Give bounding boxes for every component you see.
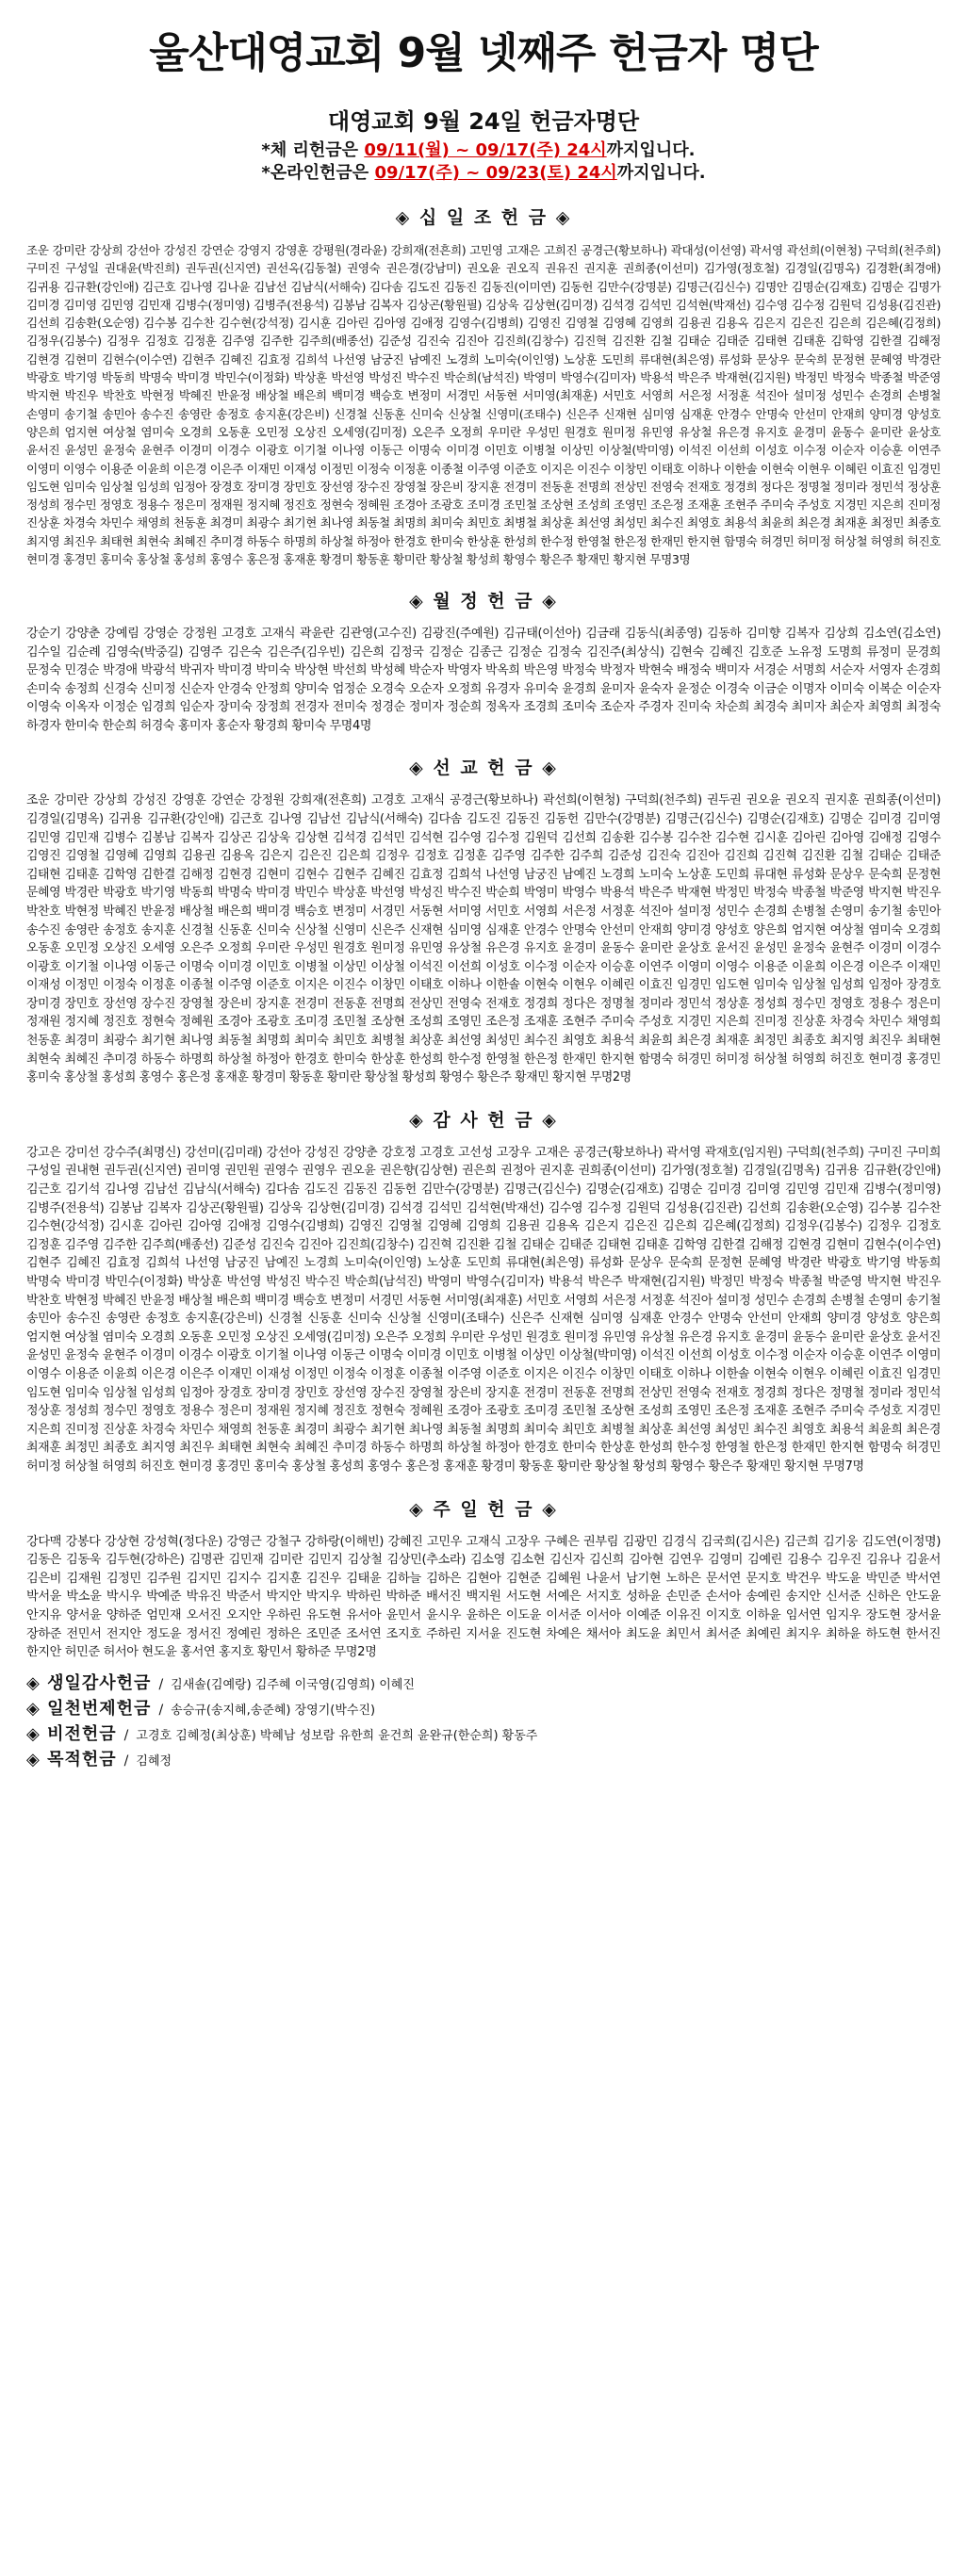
misc-label: ◈ 비전헌금 xyxy=(26,1723,117,1744)
section-heading: ◈ 감 사 헌 금 ◈ xyxy=(409,1109,558,1131)
subtitle: 대영교회 9월 24일 헌금자명단 xyxy=(327,108,640,135)
donor-list: 강순기 강양춘 강예림 강영순 강정원 고경호 고재식 곽윤란 김관영(고수진) 김광진(주예원) 김규태(이선아) 김금래 김동식(최종영) 김동하 김미향 김복자 김상희 김소연(김소연) 김수일 김순례 김영숙(박중길) 김영주 김은숙 김은주(김우빈) 김은희 김정국 김정순 김종근 김정순 김정숙 김진주(최상식) 김현숙 김혜진 김호준 노유정 도명희 류정미 문경희 문정숙 민경순 박경애 박광석 박귀자 박미경 박미숙 박상현 박선희 박성혜 박순자 박영자 박옥희 박은영 박정숙 박정자 박현숙 배정숙 백미자 서경순 서명희 서순자 서영자 손경희 손미숙 송정희 신경숙 신미정 신순자 안경숙 안정희 양미숙 엄정순 오경숙 오순자 오정희 유경자 유미숙 윤경희 윤미자 윤숙자 윤정순 이경숙 이금순 이명자 이미숙 이복순 이순자 이영숙 이옥자 이정순 임경희 임순자 장미숙 장정희 전경자 전미숙 정경순 정미자 정순희 정옥자 조경희 조미숙 조순자 주경자 진미숙 차순희 최경숙 최미자 최순자 최영희 최정숙 하경자 한미숙 한순희 허경숙 홍미자 홍순자 황경희 황미숙 무명4명 xyxy=(26,627,941,733)
misc-separator: / xyxy=(158,1676,164,1692)
section-heading: ◈ 주 일 헌 금 ◈ xyxy=(409,1498,558,1520)
misc-label: ◈ 일천번제헌금 xyxy=(26,1698,152,1719)
donor-list: 조운 강미란 강상희 강선아 강성진 강연순 강영지 강영훈 강평원(경라윤) 강희재(전흔희) 고민영 고재은 고희진 공경근(황보하나) 곽대성(이선영) 곽서영 곽선희(이현청) 구덕희(천주희) 구미진 구성일 권대윤(박진희) 권두권(신지연) 권선옥(김동철) 권영숙 권은경(강남미) 권오윤 권오직 권유진 권지훈 권희종(이선미) 김가영(정호철) 김경일(김명옥) 김경환(최경애) 김귀용 김규환(강인애) 김근호 김나영 김나윤 김남선 김남식(서해숙) 김다솜 김도진 김동진 김동진(이미연) 김동헌 김만수(강명분) 김명근(김신수) 김명안 김명순(김재호) 김명순 김명가 김미경 김미영 김민영 김민재 김병수(정미영) 김병주(전용석) 김봉남 김복자 김상곤(황원필) 김상욱 김상현(김미경) 김석경 김석민 김석현(박재선) 김수영 김수정 김원덕 김성용(김진관) 김선희 김송환(오순영) 김수봉 김수찬 김수현(강석정) 김시훈 김아린 김아영 김애정 김영수(김병희) 김영진 김영철 김영혜 김영희 김용권 김용옥 김은지 김은진 김은희 김은혜(김정희) 김정우(김봉수) 김정우 김정호 김정훈 김주영 김주한 김주희(배종선) 김준성 김진숙 김진아 김진희(김창수) 김진혁 김진환 김철 김태순 김태준 김태현 김태훈 김학영 김한결 김해정 김현경 김현미 김현수(이수연) 김현주 김혜진 김효정 김희석 나선영 남궁진 남예진 노경희 노미숙(이인영) 노상훈 도민희 류대현(최은영) 류성화 문상우 문숙희 문정현 문혜영 박경란 박광호 박기영 박동희 박명숙 박미경 박민수(이정화) 박상훈 박선영 박성진 박수진 박순희(남석진) 박영미 박영수(김미자) 박용석 박은주 박재현(김지원) 박정민 박정숙 박종철 박준영 박지현 박진우 박찬호 박현정 박혜진 반윤정 배상철 배은희 백미경 백승호 변정미 서경민 서동현 서미영(최재훈) 서민호 서영희 서은정 서정훈 석진아 설미정 성민수 손경희 손병철 손영미 송기철 송민아 송수진 송영란 송정호 송지훈(강은비) 신경철 신동훈 신미숙 신상철 신영미(조태수) 신은주 신재현 심미영 심재훈 안경수 안명숙 안선미 안재희 양미경 양성호 양은희 엄지현 여상철 염미숙 오경희 오동훈 오민정 오상진 오세영(김미정) 오은주 오정희 우미란 우성민 원경호 원미정 유민영 유상철 유은경 유지호 윤경미 윤동수 윤미란 윤상호 윤서진 윤성민 윤정숙 윤현주 이경미 이경수 이광호 이기철 이나영 이동근 이명숙 이미경 이민호 이병철 이상민 이상철(박미영) 이석진 이선희 이성호 이수정 이순자 이승훈 이연주 이영미 이영수 이용준 이윤희 이은경 이은주 이재민 이재성 이정민 이정숙 이정훈 이종철 이주영 이준호 이지은 이진수 이창민 이태호 이하나 이한솔 이현숙 이현우 이혜린 이효진 임경민 임도현 임미숙 임상철 임성희 임정아 장경호 장미경 장민호 장선영 장수진 장영철 장은비 장지훈 전경미 전동훈 전명희 전상민 전영숙 전재호 정경희 정다은 정명철 정미라 정민석 정상훈 정성희 정수민 정영호 정용수 정은미 정재원 정지혜 정진호 정현숙 정혜원 조경아 조광호 조미경 조민철 조상현 조성희 조영민 조은정 조재훈 조현주 주미숙 주성호 지경민 지은희 진미정 진상훈 차경숙 차민수 채영희 천동훈 최경미 최광수 최기현 최나영 최동철 최명희 최미숙 최민호 최병철 최상훈 최선영 최성민 최수진 최영호 최용석 최윤희 최은경 최재훈 최정민 최종호 최지영 최진우 최태현 최현숙 최혜진 추미경 하동수 하명희 하상철 하정아 한경호 한미숙 한상훈 한성희 한수정 한영철 한은정 한재민 한지현 함명숙 허경민 허미정 허상철 허영희 허진호 현미경 홍경민 홍미숙 홍상철 홍성희 홍영수 홍은정 홍재훈 황경미 황동훈 황미란 황상철 황성희 황영수 황은주 황재민 황지현 무명3명 xyxy=(26,243,941,567)
notice-suffix: 까지입니다. xyxy=(606,140,696,160)
notice-period-link[interactable]: 09/11(월) ~ 09/17(주) 24시 xyxy=(364,140,607,160)
page-title: 울산대영교회 9월 넷째주 헌금자 명단 xyxy=(149,29,818,77)
misc-separator: / xyxy=(123,1753,129,1769)
section-heading: ◈ 월 정 헌 금 ◈ xyxy=(409,591,558,612)
donor-list: 강고은 강미선 강수주(최명신) 강선미(김미래) 강선아 강성진 강양춘 강호정 고경호 고선성 고장우 고재은 공경근(황보하나) 곽서영 곽재호(임지원) 구덕희(천주희) 구미진 구미희 구성일 권내현 권두권(신지연) 권미영 권민원 권영수 권영우 권오윤 권은향(김상현) 권은희 권정아 권지훈 권희종(이선미) 김가영(정호철) 김경일(김명옥) 김귀용 김규환(강인애) 김근호 김기석 김나영 김남선 김남식(서해숙) 김다솜 김도진 김동진 김동헌 김만수(강명분) 김명근(김신수) 김명순(김재호) 김명순 김미경 김미영 김민영 김민재 김병수(정미영) 김병주(전용석) 김봉남 김복자 김상곤(황원필) 김상욱 김상현(김미경) 김석경 김석민 김석현(박재선) 김수영 김수정 김원덕 김성용(김진관) 김선희 김송환(오순영) 김수봉 김수찬 김수현(강석정) 김시훈 김아린 김아영 김애정 김영수(김병희) 김영진 김영철 김영혜 김영희 김용권 김용옥 김은지 김은진 김은희 김은혜(김정희) 김정우(김봉수) 김정우 김정호 김정훈 김주영 김주한 김주희(배종선) 김준성 김진숙 김진아 김진희(김창수) 김진혁 김진환 김철 김태순 김태준 김태현 김태훈 김학영 김한결 김해정 김현경 김현미 김현수(이수연) 김현주 김혜진 김효정 김희석 나선영 남궁진 남예진 노경희 노미숙(이인영) 노상훈 도민희 류대현(최은영) 류성화 문상우 문숙희 문정현 문혜영 박경란 박광호 박기영 박동희 박명숙 박미경 박민수(이정화) 박상훈 박선영 박성진 박수진 박순희(남석진) 박영미 박영수(김미자) 박용석 박은주 박재현(김지원) 박정민 박정숙 박종철 박준영 박지현 박진우 박찬호 박현정 박혜진 반윤정 배상철 배은희 백미경 백승호 변정미 서경민 서동현 서미영(최재훈) 서민호 서영희 서은정 서정훈 석진아 설미정 성민수 손경희 손병철 손영미 송기철 송민아 송수진 송영란 송정호 송지훈(강은비) 신경철 신동훈 신미숙 신상철 신영미(조태수) 신은주 신재현 심미영 심재훈 안경수 안명숙 안선미 안재희 양미경 양성호 양은희 엄지현 여상철 염미숙 오경희 오동훈 오민정 오상진 오세영(김미정) 오은주 오정희 우미란 우성민 원경호 원미정 유민영 유상철 유은경 유지호 윤경미 윤동수 윤미란 윤상호 윤서진 윤성민 윤정숙 윤현주 이경미 이경수 이광호 이기철 이나영 이동근 이명숙 이미경 이민호 이병철 이상민 이상철(박미영) 이석진 이선희 이성호 이수정 이순자 이승훈 이연주 이영미 이영수 이용준 이윤희 이은경 이은주 이재민 이재성 이정민 이정숙 이정훈 이종철 이주영 이준호 이지은 이진수 이창민 이태호 이하나 이한솔 이현숙 이현우 이혜린 이효진 임경민 임도현 임미숙 임상철 임성희 임정아 장경호 장미경 장민호 장선영 장수진 장영철 장은비 장지훈 전경미 전동훈 전명희 전상민 전영숙 전재호 정경희 정다은 정명철 정미라 정민석 정상훈 정성희 정수민 정영호 정용수 정은미 정재원 정지혜 정진호 정현숙 정혜원 조경아 조광호 조미경 조민철 조상현 조성희 조영민 조은정 조재훈 조현주 주미숙 주성호 지경민 지은희 진미정 진상훈 차경숙 차민수 채영희 천동훈 최경미 최광수 최기현 최나영 최동철 최명희 최미숙 최민호 최병철 최상훈 최선영 최성민 최수진 최영호 최용석 최윤희 최은경 최재훈 최정민 최종호 최지영 최진우 최태현 최현숙 최혜진 추미경 하동수 하명희 하상철 하정아 한경호 한미숙 한상훈 한성희 한수정 한영철 한은정 한재민 한지현 함명숙 허경민 허미정 허상철 허영희 허진호 현미경 홍경민 홍미숙 홍상철 홍성희 홍영수 홍은정 홍재훈 황경미 황동훈 황미란 황상철 황성희 황영수 황은주 황재민 황지현 무명7명 xyxy=(26,1145,941,1474)
section-tithe xyxy=(26,205,941,568)
section-sunday xyxy=(26,1497,941,1662)
misc-names: 송승규(송지혜,송준혜) 장영기(박수진) xyxy=(171,1703,376,1718)
notice-period-link[interactable]: 09/17(주) ~ 09/23(토) 24시 xyxy=(374,163,617,183)
notice-line-online xyxy=(261,162,705,185)
misc-row-purpose xyxy=(26,1748,941,1773)
misc-label: ◈ 목적헌금 xyxy=(26,1749,117,1769)
notice-block xyxy=(261,139,705,185)
section-monthly xyxy=(26,589,941,735)
section-heading: ◈ 십 일 조 헌 금 ◈ xyxy=(395,207,572,228)
misc-offerings xyxy=(26,1671,941,1773)
misc-names: 고경호 김혜정(최상훈) 박혜남 성보람 유한희 윤건희 윤완규(한순희) 황동주 xyxy=(136,1728,538,1743)
notice-suffix: 까지입니다. xyxy=(616,163,706,183)
misc-row-vision xyxy=(26,1722,941,1748)
notice-line-offline xyxy=(261,139,705,162)
misc-row-thousand xyxy=(26,1697,941,1722)
notice-prefix: *체 리헌금은 xyxy=(261,140,365,160)
misc-label: ◈ 생일감사헌금 xyxy=(26,1672,152,1693)
misc-row-birthday xyxy=(26,1671,941,1697)
donor-list: 강다맥 강봉다 강상현 강성혁(정다운) 강영근 강철구 강하랑(이해빈) 강혜진 고민우 고재식 고장우 구혜은 권부림 김광민 김경식 김국희(김시은) 김근희 김기웅 김도연(이정명) 김동은 김동욱 김두현(강하은) 김명관 김민재 김미란 김민지 김상철 김상민(추소라) 김소영 김소현 김신자 김신희 김아현 김연우 김영미 김예린 김용수 김우진 김유나 김윤서 김은비 김재원 김정민 김주원 김지민 김지수 김지훈 김진우 김태윤 김하늘 김하은 김현아 김현준 김혜원 나윤서 남기현 노하은 문서연 문지호 박건우 박도윤 박민준 박서연 박서윤 박소윤 박시우 박예준 박유진 박준서 박지안 박지우 박하린 박하준 배서진 백지원 서도현 서예은 서지호 성하윤 손민준 손서아 송예린 송지안 신서준 신하은 안도윤 안지유 양서윤 양하준 엄민재 오서진 오지안 우하린 유도현 유서아 윤민서 윤시우 윤하은 이도윤 이서준 이서아 이예준 이유진 이지호 이하윤 임서연 임지우 장도현 장서윤 장하준 전민서 전지안 정도윤 정서진 정예린 정하은 조민준 조서연 조지호 주하린 지서윤 진도현 차예은 채서아 최도윤 최민서 최서준 최예린 최지우 최하윤 하도현 한서진 한지안 허민준 허서아 현도윤 홍서연 홍지호 황민서 황하준 무명2명 xyxy=(26,1534,941,1660)
misc-names: 김새솔(김예랑) 김주혜 이국영(김영희) 이혜진 xyxy=(171,1677,415,1692)
header-block xyxy=(26,107,941,185)
section-thanks xyxy=(26,1108,941,1476)
section-mission xyxy=(26,756,941,1087)
misc-separator: / xyxy=(123,1727,129,1743)
misc-names: 김혜정 xyxy=(136,1753,172,1769)
notice-prefix: *온라인헌금은 xyxy=(261,163,375,183)
section-heading: ◈ 선 교 헌 금 ◈ xyxy=(409,758,558,779)
misc-separator: / xyxy=(158,1702,164,1718)
donor-list: 조운 강미란 강상희 강성진 강영훈 강연순 강정원 강희재(전흔희) 고경호 고재식 공경근(황보하나) 곽선희(이현청) 구덕희(천주희) 권두권 권오윤 권오직 권지훈 권희종(이선미) 김경일(김명옥) 김귀용 김규환(강인애) 김근호 김나영 김남선 김남식(서해숙) 김다솜 김도진 김동진 김동헌 김만수(강명분) 김명근(김신수) 김명순(김재호) 김명순 김미경 김미영 김민영 김민재 김병수 김봉남 김복자 김상곤 김상욱 김상현 김석경 김석민 김석현 김수영 김수정 김원덕 김선희 김송환 김수봉 김수찬 김수현 김시훈 김아린 김아영 김애정 김영수 김영진 김영철 김영혜 김영희 김용권 김용옥 김은지 김은진 김은희 김정우 김정호 김정훈 김주영 김주한 김주희 김준성 김진숙 김진아 김진희 김진혁 김진환 김철 김태순 김태준 김태현 김태훈 김학영 김한결 김해정 김현경 김현미 김현수 김현주 김혜진 김효정 김희석 나선영 남궁진 남예진 노경희 노미숙 노상훈 도민희 류대현 류성화 문상우 문숙희 문정현 문혜영 박경란 박광호 박기영 박동희 박명숙 박미경 박민수 박상훈 박선영 박성진 박수진 박순희 박영미 박영수 박용석 박은주 박재현 박정민 박정숙 박종철 박준영 박지현 박진우 박찬호 박현정 박혜진 반윤정 배상철 배은희 백미경 백승호 변정미 서경민 서동현 서미영 서민호 서영희 서은정 서정훈 석진아 설미정 성민수 손경희 손병철 손영미 송기철 송민아 송수진 송영란 송정호 송지훈 신경철 신동훈 신미숙 신상철 신영미 신은주 신재현 심미영 심재훈 안경수 안명숙 안선미 안재희 양미경 양성호 양은희 엄지현 여상철 염미숙 오경희 오동훈 오민정 오상진 오세영 오은주 오정희 우미란 우성민 원경호 원미정 유민영 유상철 유은경 유지호 윤경미 윤동수 윤미란 윤상호 윤서진 윤성민 윤정숙 윤현주 이경미 이경수 이광호 이기철 이나영 이동근 이명숙 이미경 이민호 이병철 이상민 이상철 이석진 이선희 이성호 이수정 이순자 이승훈 이연주 이영미 이영수 이용준 이윤희 이은경 이은주 이재민 이재성 이정민 이정숙 이정훈 이종철 이주영 이준호 이지은 이진수 이창민 이태호 이하나 이한솔 이현숙 이현우 이혜린 이효진 임경민 임도현 임미숙 임상철 임성희 임정아 장경호 장미경 장민호 장선영 장수진 장영철 장은비 장지훈 전경미 전동훈 전명희 전상민 전영숙 전재호 정경희 정다은 정명철 정미라 정민석 정상훈 정성희 정수민 정영호 정용수 정은미 정재원 정지혜 정진호 정현숙 정혜원 조경아 조광호 조미경 조민철 조상현 조성희 조영민 조은정 조재훈 조현주 주미숙 주성호 지경민 지은희 진미정 진상훈 차경숙 차민수 채영희 천동훈 최경미 최광수 최기현 최나영 최동철 최명희 최미숙 최민호 최병철 최상훈 최선영 최성민 최수진 최영호 최용석 최윤희 최은경 최재훈 최정민 최종호 최지영 최진우 최태현 최현숙 최혜진 추미경 하동수 하명희 하상철 하정아 한경호 한미숙 한상훈 한성희 한수정 한영철 한은정 한재민 한지현 함명숙 허경민 허미정 허상철 허영희 허진호 현미경 홍경민 홍미숙 홍상철 홍성희 홍영수 홍은정 홍재훈 황경미 황동훈 황미란 황상철 황성희 황영수 황은주 황재민 황지현 무명2명 xyxy=(26,793,941,1085)
